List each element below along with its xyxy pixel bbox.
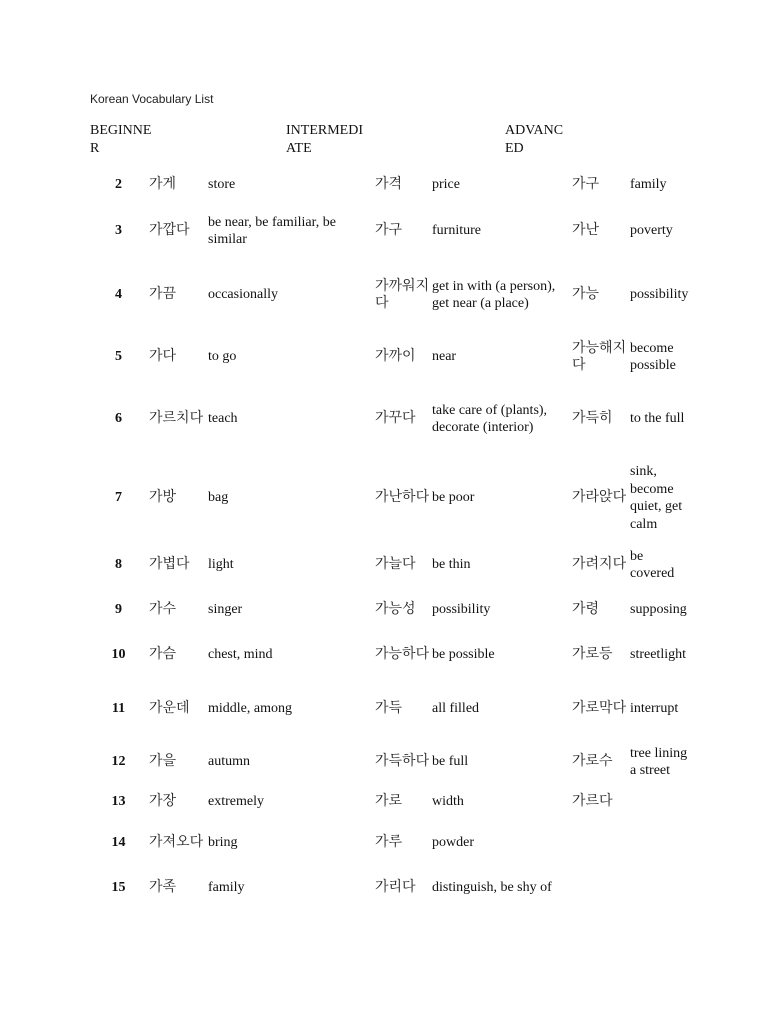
table-row bbox=[90, 632, 690, 678]
advanced-korean-word: 가로막다 bbox=[572, 700, 627, 717]
intermediate-korean-word: 가까이 bbox=[375, 348, 416, 365]
beginner-korean-word: 가끔 bbox=[149, 286, 177, 303]
beginner-english-meaning: bring bbox=[208, 835, 238, 851]
word-number: 4 bbox=[115, 287, 122, 303]
beginner-korean-word: 가다 bbox=[149, 348, 177, 365]
intermediate-english-meaning: distinguish, be shy of bbox=[432, 880, 552, 896]
beginner-english-meaning: store bbox=[208, 177, 236, 193]
intermediate-english-meaning: be full bbox=[432, 754, 469, 770]
word-number: 10 bbox=[111, 647, 126, 663]
beginner-english-meaning: singer bbox=[208, 602, 243, 618]
beginner-korean-word: 가르치다 bbox=[149, 410, 204, 427]
advanced-korean-word: 가난 bbox=[572, 222, 600, 239]
word-number: 6 bbox=[115, 411, 122, 427]
advanced-english-meaning bbox=[630, 820, 690, 866]
intermediate-english-meaning: get in with (a person), get near (a place) bbox=[432, 278, 556, 311]
table-row bbox=[90, 784, 690, 820]
beginner-korean-word: 가족 bbox=[149, 879, 177, 896]
beginner-korean-word: 가져오다 bbox=[149, 834, 204, 851]
word-number: 3 bbox=[115, 223, 122, 239]
beginner-header: BEGINNER bbox=[90, 123, 152, 156]
advanced-english-meaning: sink, become quiet, get calm bbox=[630, 464, 683, 532]
advanced-english-meaning: streetlight bbox=[630, 647, 686, 663]
word-number: 8 bbox=[115, 557, 122, 573]
advanced-korean-word bbox=[570, 820, 630, 866]
intermediate-english-meaning: possibility bbox=[432, 602, 491, 618]
word-number: 7 bbox=[115, 490, 122, 506]
beginner-korean-word: 가운데 bbox=[149, 700, 190, 717]
beginner-english-meaning: to go bbox=[208, 349, 237, 365]
intermediate-english-meaning: near bbox=[432, 349, 457, 365]
table-row bbox=[90, 202, 690, 260]
beginner-korean-word: 가장 bbox=[149, 793, 177, 810]
word-number: 12 bbox=[111, 754, 126, 770]
advanced-english-meaning: supposing bbox=[630, 602, 687, 618]
word-number: 13 bbox=[111, 794, 126, 810]
beginner-english-meaning: middle, among bbox=[208, 701, 292, 717]
intermediate-korean-word: 가난하다 bbox=[375, 489, 430, 506]
table-row bbox=[90, 260, 690, 330]
advanced-korean-word: 가령 bbox=[572, 601, 600, 618]
advanced-korean-word: 가득히 bbox=[572, 410, 613, 427]
intermediate-english-meaning: be possible bbox=[432, 647, 495, 663]
intermediate-english-meaning: be poor bbox=[432, 490, 475, 506]
intermediate-korean-word: 가득 bbox=[375, 700, 403, 717]
intermediate-korean-word: 가능하다 bbox=[375, 646, 430, 663]
advanced-english-meaning: interrupt bbox=[630, 701, 679, 717]
intermediate-korean-word: 가로 bbox=[375, 793, 403, 810]
intermediate-english-meaning: price bbox=[432, 177, 460, 193]
table-row bbox=[90, 330, 690, 384]
intermediate-korean-word: 가능성 bbox=[375, 601, 416, 618]
beginner-english-meaning: autumn bbox=[208, 754, 250, 770]
table-row bbox=[90, 866, 690, 910]
vocabulary-table bbox=[90, 168, 690, 910]
beginner-english-meaning: light bbox=[208, 557, 234, 573]
beginner-korean-word: 가볍다 bbox=[149, 556, 190, 573]
intermediate-korean-word: 가리다 bbox=[375, 879, 416, 896]
intermediate-english-meaning: all filled bbox=[432, 701, 480, 717]
beginner-korean-word: 가수 bbox=[149, 601, 177, 618]
table-row bbox=[90, 588, 690, 632]
advanced-korean-word bbox=[570, 866, 630, 910]
table-row bbox=[90, 454, 690, 542]
beginner-english-meaning: be near, be familiar, be similar bbox=[208, 214, 336, 247]
intermediate-header: INTERMEDIATE bbox=[286, 123, 363, 156]
word-number: 14 bbox=[111, 835, 126, 851]
word-number: 9 bbox=[115, 602, 122, 618]
advanced-english-meaning: family bbox=[630, 177, 667, 193]
beginner-english-meaning: occasionally bbox=[208, 287, 278, 303]
advanced-english-meaning: poverty bbox=[630, 223, 673, 239]
table-row bbox=[90, 820, 690, 866]
intermediate-english-meaning: furniture bbox=[432, 223, 481, 239]
intermediate-korean-word: 가구 bbox=[375, 222, 403, 239]
intermediate-korean-word: 가늘다 bbox=[375, 556, 416, 573]
advanced-korean-word: 가려지다 bbox=[572, 556, 627, 573]
page-title: Korean Vocabulary List bbox=[90, 92, 214, 106]
beginner-english-meaning: bag bbox=[208, 490, 229, 506]
beginner-english-meaning: teach bbox=[208, 411, 238, 427]
beginner-korean-word: 가방 bbox=[149, 489, 177, 506]
intermediate-english-meaning: width bbox=[432, 794, 464, 810]
word-number: 2 bbox=[115, 177, 122, 193]
advanced-korean-word: 가라앉다 bbox=[572, 489, 627, 506]
beginner-korean-word: 가슴 bbox=[149, 646, 177, 663]
table-row bbox=[90, 168, 690, 202]
advanced-korean-word: 가구 bbox=[572, 176, 600, 193]
advanced-english-meaning: become possible bbox=[630, 340, 676, 373]
intermediate-english-meaning: powder bbox=[432, 835, 474, 851]
intermediate-korean-word: 가격 bbox=[375, 176, 403, 193]
advanced-header: ADVANCED bbox=[505, 123, 564, 156]
table-row bbox=[90, 384, 690, 454]
beginner-english-meaning: chest, mind bbox=[208, 647, 273, 663]
intermediate-korean-word: 가루 bbox=[375, 834, 403, 851]
word-number: 11 bbox=[111, 701, 126, 717]
word-number: 15 bbox=[111, 880, 126, 896]
intermediate-english-meaning: be thin bbox=[432, 557, 471, 573]
beginner-english-meaning: family bbox=[208, 880, 245, 896]
table-row bbox=[90, 542, 690, 588]
advanced-english-meaning: be covered bbox=[630, 548, 675, 581]
intermediate-korean-word: 가까워지다 bbox=[375, 277, 430, 311]
beginner-korean-word: 가깝다 bbox=[149, 222, 190, 239]
beginner-korean-word: 가을 bbox=[149, 753, 177, 770]
table-row bbox=[90, 740, 690, 784]
word-number: 5 bbox=[115, 349, 122, 365]
vocabulary-table-body bbox=[90, 168, 690, 910]
table-row bbox=[90, 678, 690, 740]
advanced-korean-word: 가로수 bbox=[572, 753, 613, 770]
advanced-korean-word: 가능해지다 bbox=[572, 339, 627, 373]
beginner-korean-word: 가게 bbox=[149, 176, 177, 193]
advanced-korean-word: 가르다 bbox=[572, 793, 613, 810]
advanced-english-meaning bbox=[630, 866, 690, 910]
intermediate-english-meaning: take care of (plants), decorate (interior) bbox=[432, 402, 548, 435]
advanced-english-meaning bbox=[630, 784, 690, 820]
advanced-english-meaning: tree lining a street bbox=[630, 745, 688, 778]
advanced-korean-word: 가로등 bbox=[572, 646, 613, 663]
intermediate-korean-word: 가꾸다 bbox=[375, 410, 416, 427]
advanced-english-meaning: to the full bbox=[630, 411, 685, 427]
beginner-english-meaning: extremely bbox=[208, 794, 264, 810]
intermediate-korean-word: 가득하다 bbox=[375, 753, 430, 770]
advanced-english-meaning: possibility bbox=[630, 287, 689, 303]
advanced-korean-word: 가능 bbox=[572, 286, 600, 303]
